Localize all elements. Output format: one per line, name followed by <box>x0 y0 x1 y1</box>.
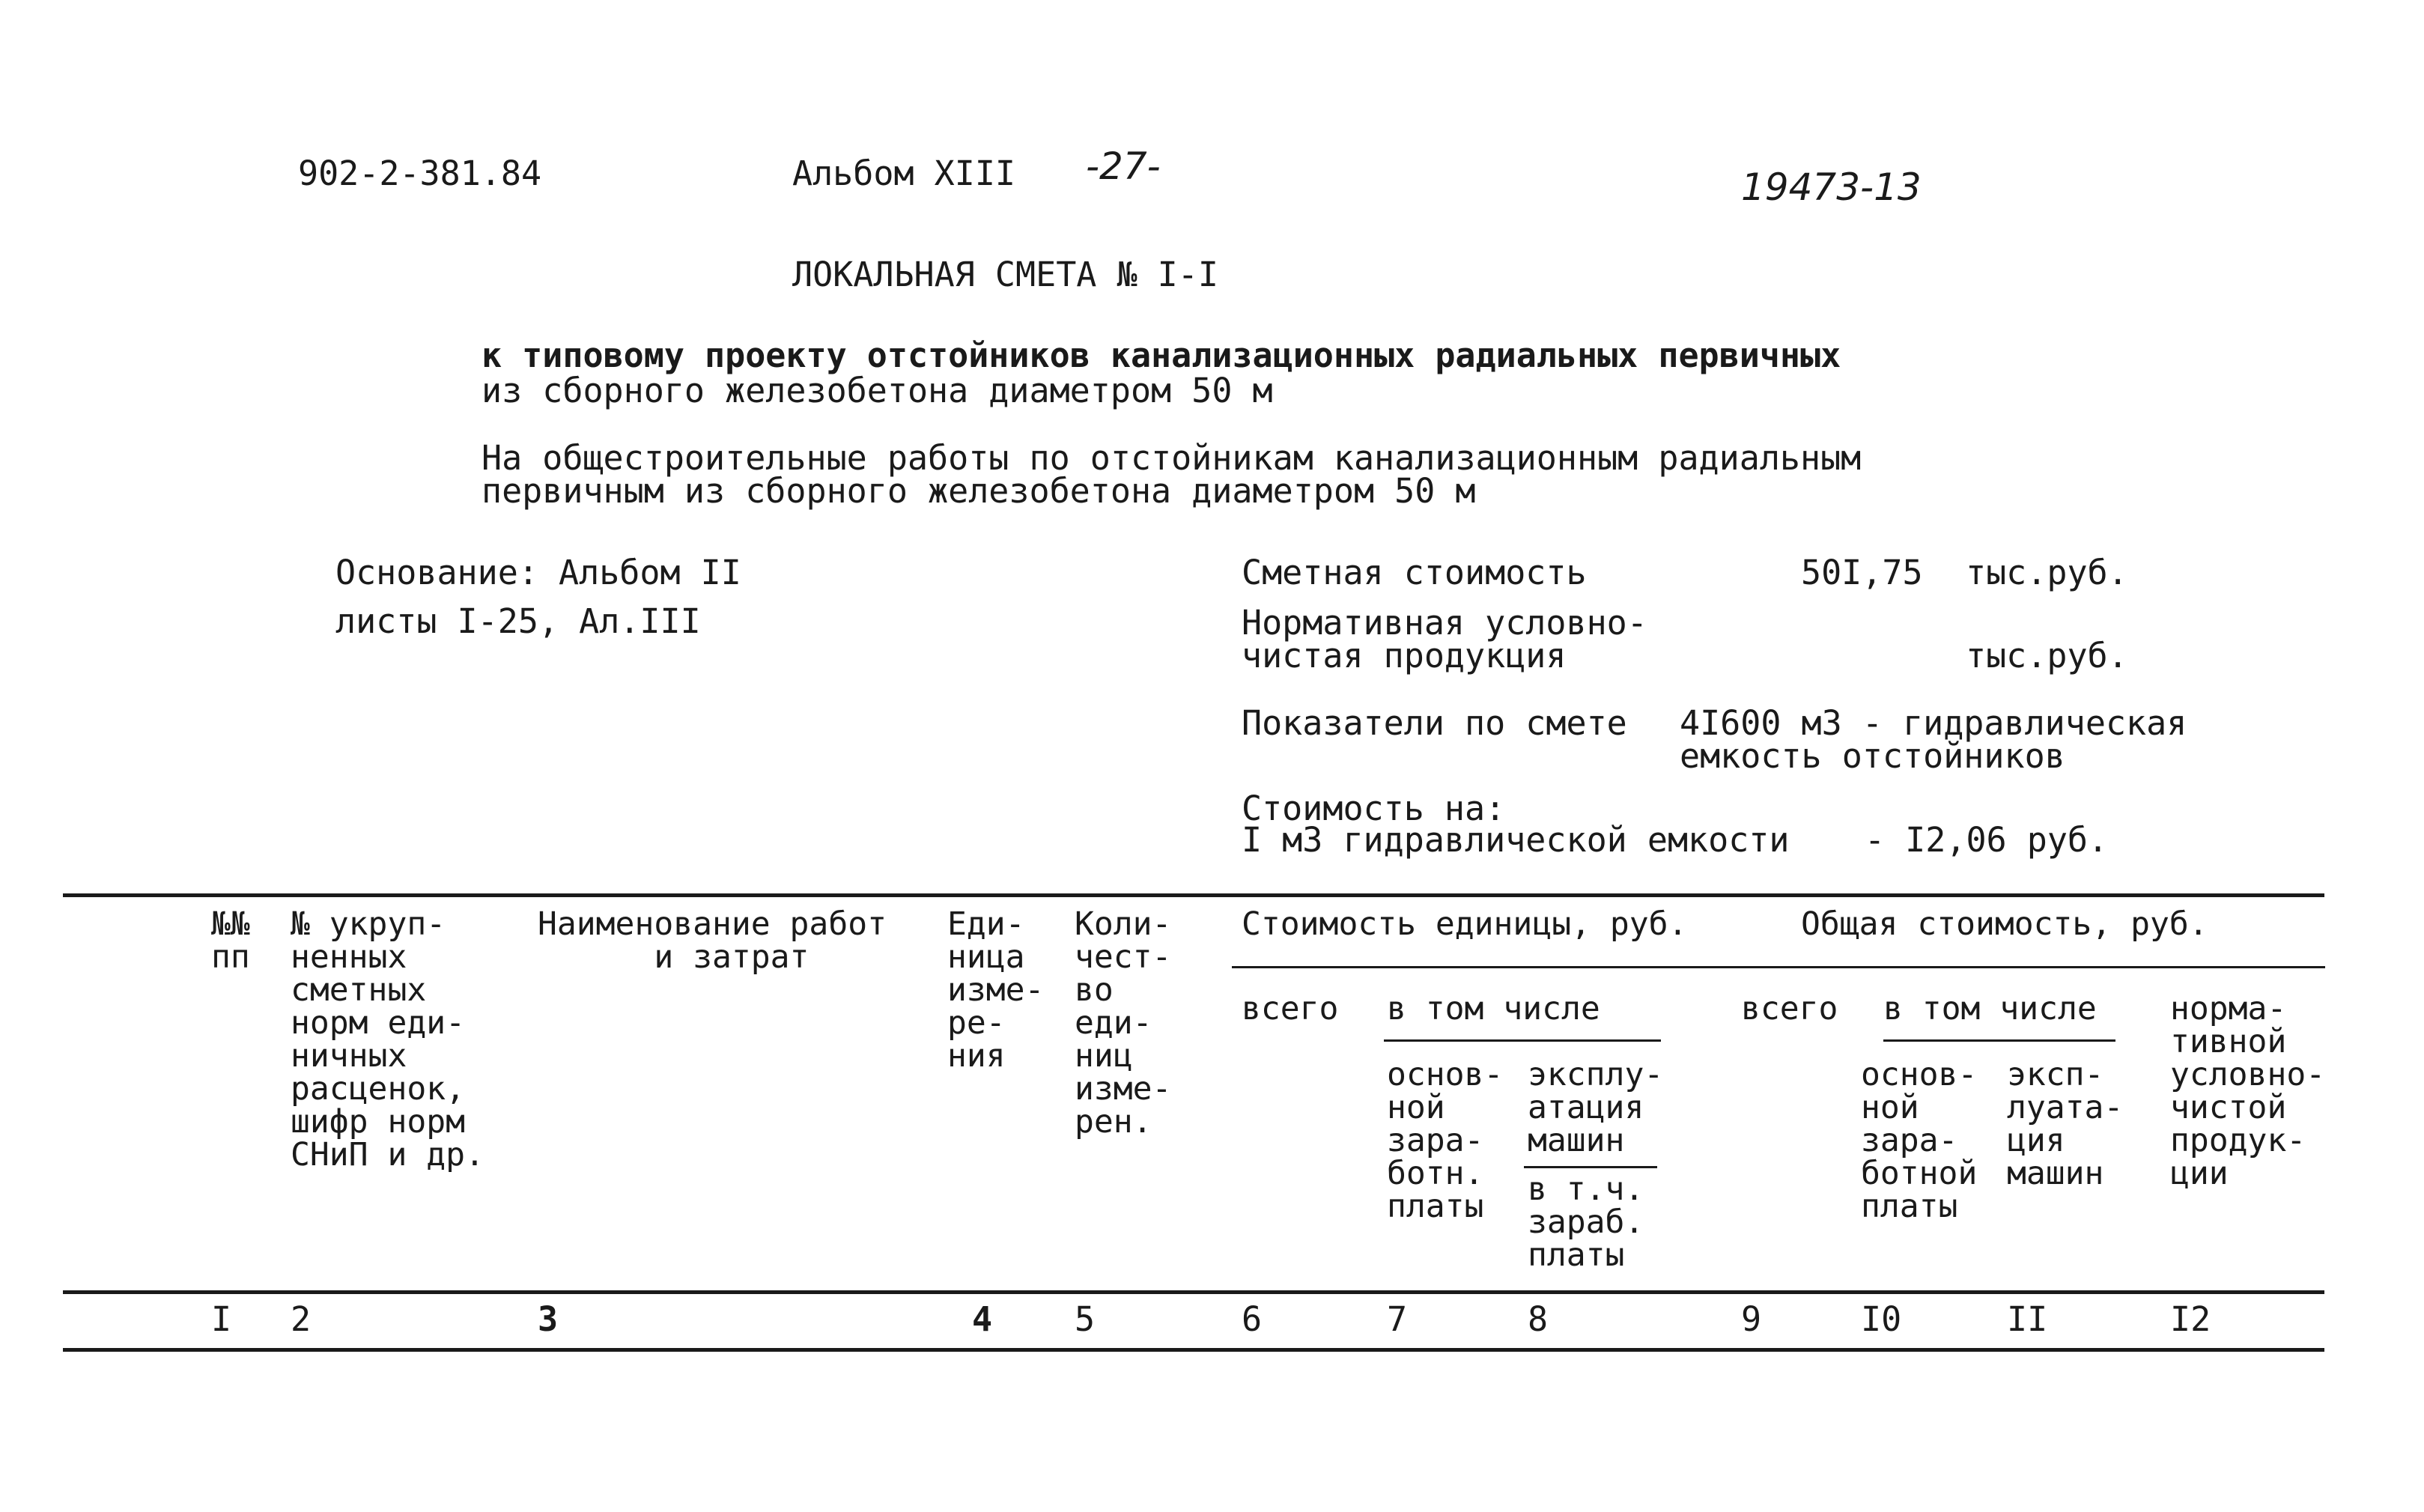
estimate-cost-label: Сметная стоимость <box>1242 553 1587 592</box>
indicators-label: Показатели по смете <box>1242 703 1627 743</box>
column-number: 6 <box>1242 1299 1263 1339</box>
column-number: I2 <box>2170 1299 2211 1339</box>
column-number: 9 <box>1741 1299 1762 1339</box>
col-norm-code-header: № укруп- ненных сметных норм еди- ничных расценок, шифр норм СНиП и др. <box>291 905 485 1174</box>
album-label: Альбом XIII <box>792 154 1016 193</box>
column-number: I0 <box>1861 1299 1902 1339</box>
total-cost-group-header: Общая стоимость, руб. <box>1801 905 2208 943</box>
column-number: 3 <box>538 1299 559 1339</box>
table-numbers-bottom-rule <box>63 1348 2324 1352</box>
net-product-unit: тыс.руб. <box>1966 636 2128 675</box>
project-line-2: из сборного железобетона диаметром 50 м <box>482 371 1273 410</box>
col-unit-header: Еди- ница изме- ре- ния <box>947 905 1045 1075</box>
col-total-machines-header: эксп- луата- ция машин <box>2007 1056 2124 1192</box>
col-unit-machines-header: эксплу- атация машин <box>1528 1056 1664 1159</box>
estimate-cost-value: 50I,75 <box>1801 553 1923 592</box>
document-code: 902-2-381.84 <box>298 154 542 193</box>
column-number: 5 <box>1075 1299 1096 1339</box>
handwritten-stamp: 19473-13 <box>1741 166 1922 209</box>
col-unit-machines-wages-header: в т.ч. зараб. платы <box>1528 1171 1644 1274</box>
col-work-name-header: Наименование работ и затрат <box>538 905 887 976</box>
project-line-1: к типовому проекту отстойников канализационных радиальных первичных <box>482 336 1841 375</box>
column-number: 2 <box>291 1299 312 1339</box>
net-product-label-1: Нормативная условно- <box>1242 603 1647 643</box>
indicators-value-2: емкость отстойников <box>1680 736 2065 776</box>
column-number: 8 <box>1528 1299 1549 1339</box>
col-number-header: №№ пп <box>211 905 250 976</box>
column-number: 7 <box>1387 1299 1408 1339</box>
col-total-header: всего <box>1741 990 1838 1027</box>
page-title: ЛОКАЛЬНАЯ СМЕТА № I-I <box>792 255 1218 294</box>
total-incl-rule <box>1883 1039 2115 1042</box>
column-number: 4 <box>972 1299 993 1339</box>
column-number: I <box>211 1299 232 1339</box>
col-net-product-header: норма- тивной условно- чистой продук- ции <box>2170 990 2326 1192</box>
works-line-1: На общестроительные работы по отстойникам канализационным радиальным <box>482 438 1862 478</box>
unit-cost-value: - I2,06 руб. <box>1865 820 2109 860</box>
unit-cost-group-header: Стоимость единицы, руб. <box>1242 905 1688 943</box>
unit-cost-label-1: Стоимость на: <box>1242 789 1506 828</box>
unit-incl-rule <box>1384 1039 1661 1042</box>
cost-group-rule <box>1232 966 2325 968</box>
machine-sub-rule <box>1524 1166 1657 1168</box>
estimate-cost-unit: тыс.руб. <box>1966 553 2128 592</box>
indicators-value-1: 4I600 м3 - гидравлическая <box>1680 703 2187 743</box>
column-number: II <box>2007 1299 2048 1339</box>
col-quantity-header: Коли- чест- во еди- ниц изме- рен. <box>1075 905 1172 1141</box>
col-unit-total-header: всего <box>1242 990 1339 1027</box>
unit-cost-label-2: I м3 гидравлической емкости <box>1242 820 1790 860</box>
page-number: -27- <box>1086 145 1161 188</box>
col-unit-wages-header: основ- ной зара- ботн. платы <box>1387 1056 1504 1225</box>
basis-line-2: листы I-25, Ал.III <box>335 601 701 641</box>
table-header-bottom-rule <box>63 1290 2324 1294</box>
total-incl-header: в том числе <box>1883 990 2097 1027</box>
basis-line-1: Основание: Альбом II <box>335 553 741 592</box>
table-top-rule <box>63 893 2324 897</box>
works-line-2: первичным из сборного железобетона диаметром 50 м <box>482 471 1476 511</box>
net-product-label-2: чистая продукция <box>1242 636 1567 675</box>
col-total-wages-header: основ- ной зара- ботной платы <box>1861 1056 1978 1225</box>
unit-incl-header: в том числе <box>1387 990 1600 1027</box>
